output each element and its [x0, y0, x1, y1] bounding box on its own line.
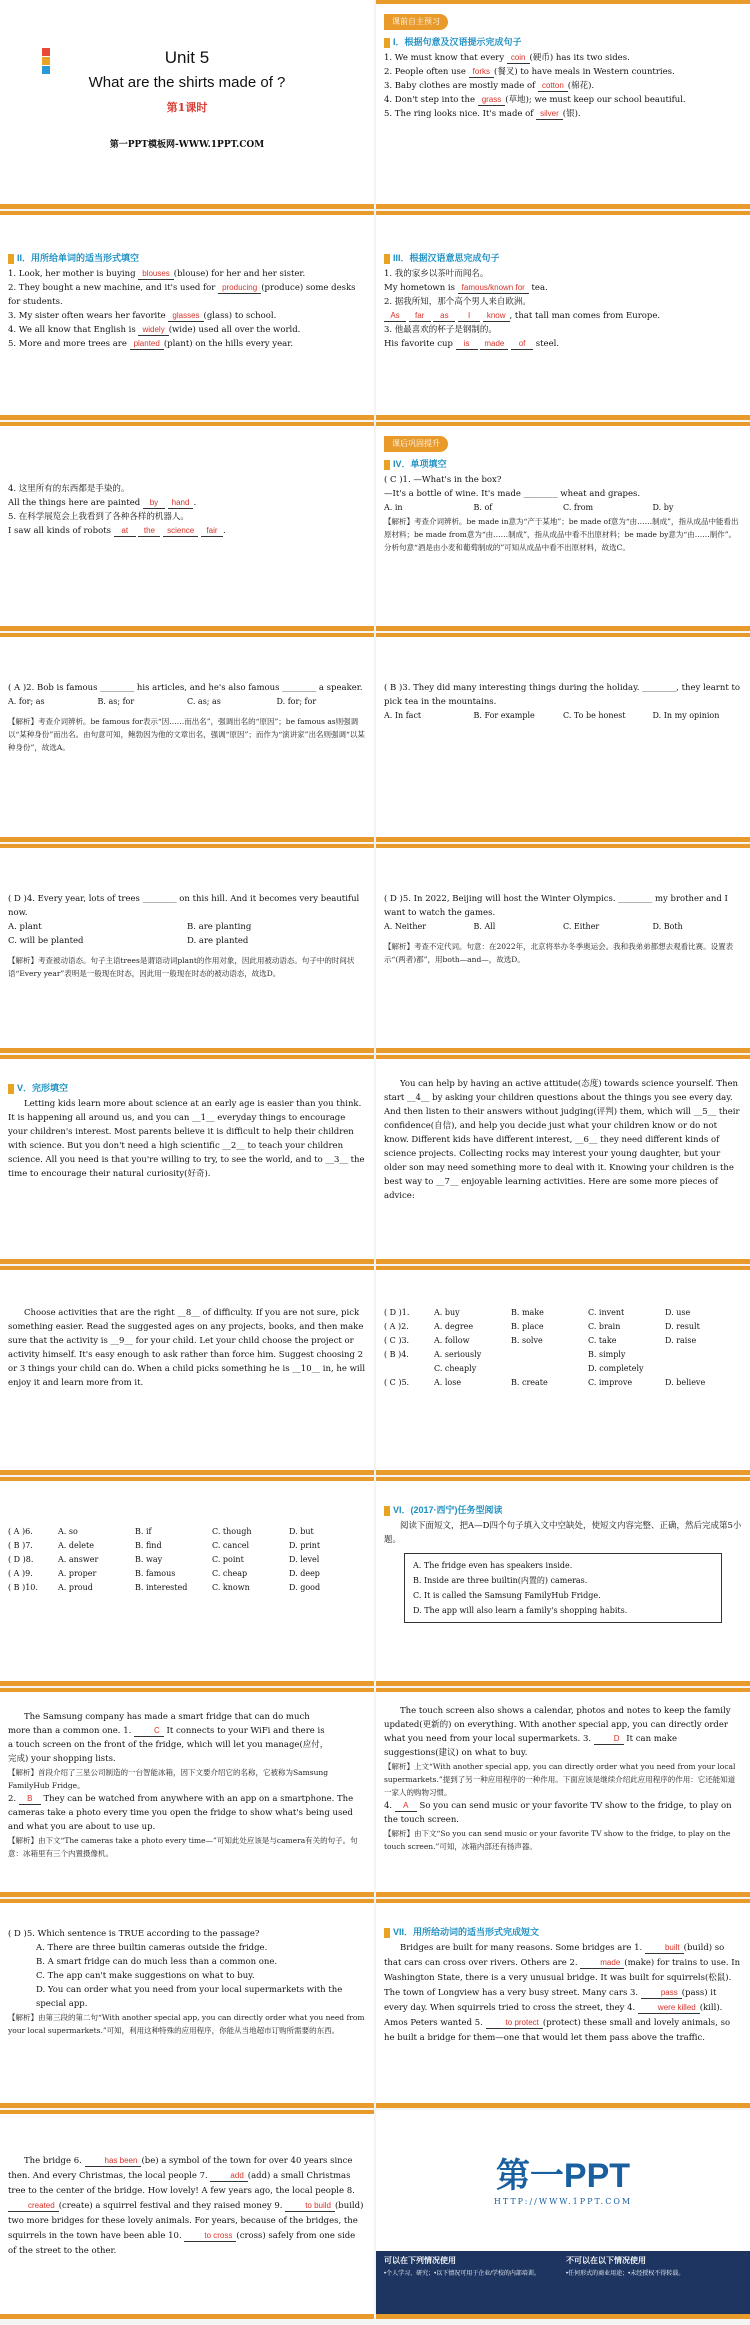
slide-verb-forms-2: [0, 2110, 374, 2319]
chinese-prompt: 5. 在科学展览会上我看到了各种各样的机器人。: [8, 512, 189, 522]
passage: The touch screen also shows a calendar, photos and notes to keep the family updated(更新的) on everything. With another special app, you can directly order what you need from your local supermarkets. 3. D It can make suggestions(建议) on what to buy.: [384, 1706, 731, 1758]
list-item: 4. We all know that English is widely (wide) used all over the world.: [8, 325, 301, 335]
list-item: 3. Baby clothes are mostly made of cotton (棉花).: [384, 81, 595, 91]
section-heading: VI．(2017·西宁)任务型阅读: [384, 1503, 742, 1517]
slide-single-choice-4: [0, 844, 374, 1053]
option-row: ( B )4. A. seriously B. simply: [384, 1350, 626, 1359]
list-item: 2. People often use forks (餐叉) to have meals in Western countries.: [384, 67, 675, 77]
section-banner: 课前自主预习: [384, 14, 448, 30]
option-row: ( D )8. A. answer B. way C. point D. level: [8, 1555, 320, 1564]
explanation: 【解析】考查不定代词。句意：在2022年，北京将举办冬季奥运会。我和我弟弟都想去观看比赛。设置表示“(两者)都”，用both—and—，故选D。: [384, 942, 734, 964]
slide-cloze-options-1: [376, 1266, 750, 1475]
pencil-icon: [8, 1084, 14, 1094]
question: ( C )1. —What's in the box?: [384, 475, 502, 485]
list-item: 1. Look, her mother is buying blouses (blouse) for her and her sister.: [8, 269, 306, 279]
option-row: ( D )1. A. buy B. make C. invent D. use: [384, 1308, 691, 1317]
explanation: 【解析】由下文“So you can send music or your favorite TV show to the fridge, to play on the touch screen.”可知，冰箱内部还有扬声器。: [384, 1829, 731, 1851]
slide-brand-footer: [376, 2110, 750, 2319]
section-banner: 课后巩固提升: [384, 436, 448, 452]
section-heading: V．完形填空: [8, 1081, 366, 1095]
slide-single-choice-3: [376, 633, 750, 842]
answer-line: My hometown is famous/known for tea.: [384, 283, 548, 293]
section-heading: III．根据汉语意思完成句子: [384, 251, 742, 265]
slide-cloze-2: [376, 1055, 750, 1264]
slide-exercise-3: [376, 211, 750, 420]
option-row: ( A )9. A. proper B. famous C. cheap D. deep: [8, 1569, 320, 1578]
chinese-prompt: 4. 这里所有的东西都是手染的。: [8, 484, 130, 494]
lesson-label: 第1课时: [166, 101, 208, 114]
options: A. in B. of C. from D. by: [384, 503, 674, 512]
chinese-prompt: 1. 我的家乡以茶叶而闻名。: [384, 269, 489, 279]
option-row: ( A )2. A. degree B. place C. brain D. result: [384, 1322, 700, 1331]
footer-heading: 不可以在以下情况使用: [566, 2256, 646, 2265]
options: A. for; as B. as; for C. as; as D. for; for: [8, 697, 317, 706]
footer-text: •任何形式的商业用途；•未经授权不得转载。: [566, 2271, 685, 2277]
section-heading: II．用所给单词的适当形式填空: [8, 251, 366, 265]
list-item: 1. We must know that every coin (硬币) has its two sides.: [384, 53, 630, 63]
pencil-icon: [8, 254, 14, 264]
section-heading: VII．用所给动词的适当形式完成短文: [384, 1925, 742, 1939]
explanation: 【解析】由下文“The cameras take a photo every time—”可知此处应该是与camera有关的句子。句意：冰箱里有三个内置摄像机。: [8, 1836, 358, 1858]
options: A. There are three builtin cameras outside the fridge. B. A smart fridge can do much less than a common one. C. The app can't make suggestions on what to buy. D. You can order what you need from your local supermarkets with the special app.: [36, 1943, 343, 2009]
question: ( B )3. They did many interesting things during the holiday. ________, they learnt to pick tea in the mountains.: [384, 683, 740, 707]
slide-task-reading-1: [376, 1477, 750, 1686]
explanation: 【解析】考查介词辨析。be made in意为“产于某地”；be made of意为“由……制成”，指从成品中能看出原材料；be made from意为“由……制成”，指从成品中看不出原材料；be made by意为“由……制作”。分析句意“酒是由小麦和葡萄制成的”可知从成品中看不出原材料，故选C。: [384, 517, 739, 552]
passage: Bridges are built for many reasons. Some bridges are 1. built (build) so that cars can cross over rivers. Others are 2. made (make) for trains to use. In Washington State, there is a very unusual bridge. It was built for squirrels(松鼠). The town of Longview has a very busy street. Many cars 3. pass (pass) it every day. When squirrels tried to cross the street, they 4. were killed (kill). Amos Peters wanted 5. to protect (protect) these small and lovely animals, so he built a bridge for them—one that would let them pass above the traffic.: [384, 1943, 741, 2043]
slide-exercise-2: [0, 211, 374, 420]
option-row: ( C )5. A. lose B. create C. improve D. believe: [384, 1378, 706, 1387]
unit-title: Unit 5: [164, 48, 210, 67]
pencil-icon: [384, 1928, 390, 1938]
question: ( D )5. Which sentence is TRUE according to the passage?: [8, 1929, 260, 1939]
passage: 2. B They can be watched from anywhere with an app on a smartphone. The cameras take a photo every time you open the fridge to show what's being used and what you are about to use up.: [8, 1794, 354, 1832]
list-item: 3. My sister often wears her favorite glasses (glass) to school.: [8, 311, 277, 321]
footer-text: •个人学习、研究；•以下情况可用于企业/学校的内部培训。: [384, 2271, 540, 2277]
slide-cloze-1: [0, 1055, 374, 1264]
slide-task-reading-2: [0, 1688, 374, 1897]
explanation: 【解析】由第三段的第二句“With another special app, you can directly order what you need from your local supermarkets.”可知，利用这种特殊的应用程序，你能从当地超市订购所需要的东西。: [8, 2013, 365, 2035]
section-heading: IV．单项填空: [384, 457, 742, 471]
passage: 4. A So you can send music or your favorite TV show to the fridge, to play on the touch screen.: [384, 1801, 732, 1825]
pencil-icon: [384, 460, 390, 470]
answer-line: All the things here are painted by hand .: [8, 498, 197, 508]
slide-cloze-options-2: [0, 1477, 374, 1686]
slide-single-choice-1: [376, 422, 750, 631]
slide-exercise-1: [376, 0, 750, 209]
brand-url[interactable]: HTTP://WWW.1PPT.COM: [493, 2197, 633, 2206]
option-row: C. cheaply D. completely: [434, 1364, 644, 1373]
slide-exercise-3b: [0, 422, 374, 631]
slide-single-choice-5: [376, 844, 750, 1053]
passage: The bridge 6. has been (be) a symbol of the town for over 40 years since then. And every Christmas, the local people 7. add (add) a small Christmas tree to the center of the bridge. How lovely! A few years ago, the local people 8. created (create) a squirrel festival and they raised money 9. to build (build) two more bridges for these lovely animals. For years, because of the bridges, the squirrels in the town have been able 10. to cross (cross) safely from one side of the street to the other.: [8, 2156, 364, 2256]
passage: You can help by having an active attitude(态度) towards science yourself. Then start __4__ by asking your children questions about the things you see every day. And then listen to their answers without judging(评判) them, which will __5__ their confidence(自信), and help you decide just what your children know or do not know. Different kids have different interest, __6__ they need different kinds of science projects. Collecting rocks may interest your young daughter, but your older son may need something more to deal with it. Knowing your children is the best way to __7__ enjoyable learning activities. Here are some more pieces of advice:: [384, 1079, 740, 1201]
passage: Letting kids learn more about science at an early age is easier than you think. It is happening all around us, and you can __1__ everyday things to encourage your children's interest. Most parents believe it is difficult to help their children with science. But you don't need a high scientific __2__ to teach your children science. All you need is that you're willing to try, to see the world, and to __3__ the time to encourage their natural curiosity(好奇).: [8, 1099, 365, 1179]
explanation: 【解析】上文“With another special app, you can directly order what you need from your local supermarkets.”提到了另一种应用程序的一种作用。下面应该是继续介绍此应用程序的作用：它还能知道一家人的购物习惯。: [384, 1762, 736, 1797]
pencil-icon: [384, 254, 390, 264]
options: A. plant B. are planting C. will be planted D. are planted: [8, 922, 252, 946]
chinese-prompt: 3. 他最喜欢的杯子是钢制的。: [384, 325, 497, 335]
option-row: ( B )10. A. proud B. interested C. known D. good: [8, 1583, 321, 1592]
explanation: 【解析】考查被动语态。句子主语trees是谓语动词plant的作用对象，因此用被动语态。句子中的时间状语“Every year”表明是一般现在时态，因此用一般现在时态的被动语态，故选D。: [8, 956, 355, 978]
ppt-logo-icon: [42, 48, 50, 75]
footer-panel: [376, 2251, 750, 2319]
question-line: —It's a bottle of wine. It's made ________ wheat and grapes.: [384, 489, 641, 499]
passage: The Samsung company has made a smart fridge that can do much more than a common one. 1. C It connects to your WiFi and there is a touch screen on the front of the fridge, which will let you manage(应付，完成) your shopping lists.: [8, 1712, 329, 1764]
site-label: 第一PPT模板网-WWW.1PPT.COM: [109, 140, 265, 150]
question: ( D )5. In 2022, Beijing will host the Winter Olympics. ________ my brother and I want to watch the games.: [384, 894, 728, 918]
answer-line: As far as I know , that tall man comes from Europe.: [384, 309, 742, 323]
slide-task-reading-4: [0, 1899, 374, 2108]
answer-line: I saw all kinds of robots at the science fair .: [8, 526, 226, 536]
explanation: 【解析】首段介绍了三星公司制造的一台智能冰箱，因下文要介绍它的名称，它被称为Samsung FamilyHub Fridge。: [8, 1768, 329, 1790]
slide-task-reading-3: [376, 1688, 750, 1897]
list-item: 2. They bought a new machine, and it's used for producing (produce) some desks for students.: [8, 283, 356, 307]
question: ( A )2. Bob is famous ________ his articles, and he's also famous ________ a speaker.: [8, 683, 363, 693]
section-heading: I．根据句意及汉语提示完成句子: [384, 35, 742, 49]
passage: Choose activities that are the right __8__ of difficulty. If you are not sure, pick something easier. Read the suggested ages on any projects, books, and then make sure that the activity is __9__ for your child. Let your child choose the project or activity himself. It's easy enough to ask rather than force him. Suggest choosing 2 or 3 things your child can do. When a child picks something he is __10__ in, he will enjoy it and learn more from it.: [8, 1308, 366, 1388]
slide-cloze-3: [0, 1266, 374, 1475]
list-item: 5. More and more trees are planted (plant) on the hills every year.: [8, 339, 294, 349]
question: ( D )4. Every year, lots of trees ________ on this hill. And it becomes very beautiful now.: [8, 894, 360, 918]
option-row: ( C )3. A. follow B. solve C. take D. raise: [384, 1336, 697, 1345]
explanation: 【解析】考查介词辨析。be famous for表示“因……而出名”，强调出名的“原因”；be famous as则强调以“某种身份”而出名。由句意可知，鲍勃因为他的文章出名，强调“原因”；而作为“演讲家”出名则强调“以某种身份”，故选A。: [8, 717, 365, 752]
footer-heading: 可以在下列情况使用: [384, 2256, 456, 2265]
unit-question: What are the shirts made of ?: [88, 74, 286, 91]
options: A. In fact B. For example C. To be honest D. In my opinion: [384, 711, 720, 720]
slide-title: [0, 0, 374, 209]
pencil-icon: [384, 38, 390, 48]
option-row: ( B )7. A. delete B. find C. cancel D. print: [8, 1541, 321, 1550]
options: A. Neither B. All C. Either D. Both: [384, 922, 683, 931]
sentence-options-box: A. The fridge even has speakers inside. B. Inside are three builtin(内置的) cameras. C. It is called the Samsung FamilyHub Fridge. D. The app will also learn a family's shopping habits.: [404, 1553, 722, 1623]
instructions: 阅读下面短文，把A—D四个句子填入文中空缺处，使短文内容完整、正确，然后完成第5小题。: [384, 1521, 742, 1545]
brand-logo: 第一PPT: [495, 2157, 631, 2195]
answer-line: His favorite cup is made of steel.: [384, 339, 560, 349]
chinese-prompt: 2. 据我所知，那个高个男人来自欧洲。: [384, 297, 531, 307]
list-item: 4. Don't step into the grass (草地); we must keep our school beautiful.: [384, 95, 686, 105]
slide-single-choice-2: [0, 633, 374, 842]
option-row: ( A )6. A. so B. if C. though D. but: [8, 1527, 314, 1536]
list-item: 5. The ring looks nice. It's made of silver (银).: [384, 109, 581, 119]
pencil-icon: [384, 1506, 390, 1516]
slide-verb-forms-1: [376, 1899, 750, 2108]
